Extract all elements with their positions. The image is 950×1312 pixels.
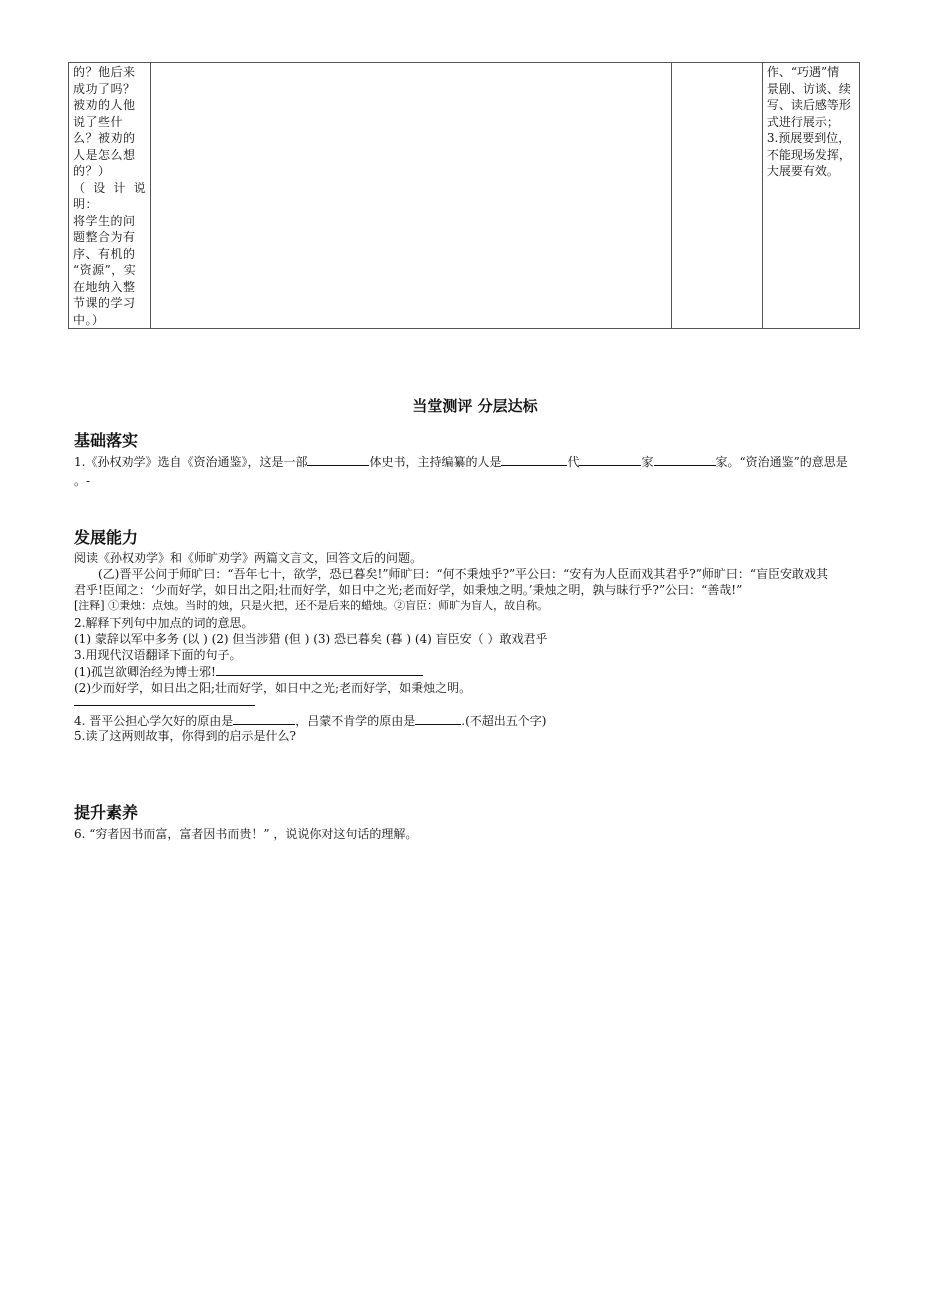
answer-blank[interactable] — [501, 453, 567, 466]
question-4-text: ，吕蒙不肯学的原由是 — [295, 714, 416, 728]
question-3-item-2: (2)少而好学，如日出之阳;壮而好学，如日中之光;老而好学，如秉烛之明。 — [74, 681, 472, 695]
cell-text-line: 节课的学习 — [73, 296, 136, 310]
reading-intro: 阅读《孙权劝学》和《师旷劝学》两篇文言文，回答文后的问题。 — [74, 551, 423, 565]
cell-text-line: 题整合为有 — [73, 230, 136, 244]
cell-text-line: 将学生的问 — [73, 213, 136, 228]
cell-text-line: 中。） — [73, 312, 105, 327]
question-2-items: (1) 蒙辞以军中多务 (以 ) (2) 但当涉猎 (但 ) (3) 恐已暮矣 (暮 ) (4) 盲臣安（ ）敢戏君乎 — [74, 632, 548, 646]
passage-line: (乙)晋平公问于师旷曰：“吾年七十，欲学，恐已暮矣!”师旷曰：“何不秉烛乎?”平公曰：“安有为人臣而戏其君乎?”师旷曰：“盲臣安敢戏其 — [98, 567, 829, 581]
question-3-item-1-text: (1)孤岂欲卿治经为博士邪! — [74, 665, 216, 679]
question-5: 5.读了这两则故事，你得到的启示是什么? — [74, 729, 296, 743]
cell-text-line: 不能现场发挥， — [766, 147, 851, 162]
answer-blank[interactable] — [579, 453, 641, 466]
passage-line: 君乎!臣闻之：‘少而好学，如日出之阳;壮而好学，如日中之光;老而好学，如秉烛之明。’秉烛之明，孰与昧行乎?”公曰：“善哉!” — [74, 583, 743, 597]
lesson-plan-table — [68, 62, 860, 329]
cell-text-line: 在地纳入整 — [73, 279, 136, 294]
section-title: 当堂测评 分层达标 — [412, 397, 538, 415]
activity-description-cell — [69, 63, 151, 329]
table-row — [69, 63, 860, 329]
answer-blank[interactable] — [415, 712, 461, 725]
cell-text-line: 3.预展要到位， — [766, 131, 851, 145]
cell-text-line: 的？他后来 — [73, 65, 136, 79]
question-4 — [74, 712, 546, 729]
requirements-cell — [762, 63, 859, 329]
question-1-text: 代 — [567, 455, 580, 469]
question-1-text: 家 — [641, 455, 654, 469]
answer-line[interactable] — [74, 705, 255, 706]
question-1-text: 体史书，主持编纂的人是 — [369, 455, 502, 469]
question-2: 2.解释下列句中加点的词的意思。 — [74, 616, 254, 630]
cell-text-line: 成功了吗？ — [73, 81, 136, 96]
question-4-text: 4. 晋平公担心学欠好的原由是 — [74, 714, 234, 728]
cell-text-line: 被劝的人他 — [73, 98, 136, 112]
cell-text-line: 景剧、访谈、续 — [766, 81, 851, 96]
cell-text-line: 式进行展示； — [766, 114, 839, 129]
question-3: 3.用现代汉语翻译下面的句子。 — [74, 648, 242, 662]
heading-improve: 提升素养 — [74, 803, 139, 822]
question-1 — [74, 453, 848, 470]
cell-text-line: 写、读后感等形 — [766, 98, 851, 112]
cell-text-line: 说了些什 — [73, 114, 124, 129]
answer-blank[interactable] — [233, 712, 295, 725]
heading-develop: 发展能力 — [74, 528, 139, 547]
answer-blank[interactable] — [307, 453, 369, 466]
answer-blank[interactable] — [654, 453, 716, 466]
cell-text-line: “资源”，实 — [73, 263, 137, 277]
cell-text-line: 大展要有效。 — [766, 164, 839, 178]
heading-basic: 基础落实 — [74, 431, 139, 450]
question-1-text: 1.《孙权劝学》选自《资治通鉴》，这是一部 — [74, 455, 308, 469]
question-6: 6. “穷者因书而富，富者因书而贵！” ，说说你对这句话的理解。 — [74, 827, 418, 841]
question-4-text: .(不超出五个字) — [461, 714, 547, 728]
annotation-note: [注释] ①秉烛：点烛。当时的烛，只是火把，还不是后来的蜡烛。②盲臣：师旷为盲人，故自称。 — [74, 599, 549, 612]
question-1-continuation: 。- — [74, 474, 91, 488]
cell-text-line: 作、“巧遇”情 — [766, 65, 840, 79]
empty-content-cell — [151, 63, 672, 329]
cell-text-line: 么？被劝的 — [73, 131, 136, 145]
empty-content-cell — [671, 63, 762, 329]
cell-text-line: 序、有机的 — [73, 246, 136, 261]
cell-text-line: 人是怎么想 — [73, 147, 136, 162]
cell-text-line: （设计说明： — [73, 180, 147, 211]
answer-blank[interactable] — [216, 663, 423, 676]
question-3-item-1 — [74, 663, 423, 680]
cell-text-line: 的？） — [73, 164, 111, 178]
question-1-text: 家。“资治通鉴”的意思是 — [715, 455, 848, 469]
